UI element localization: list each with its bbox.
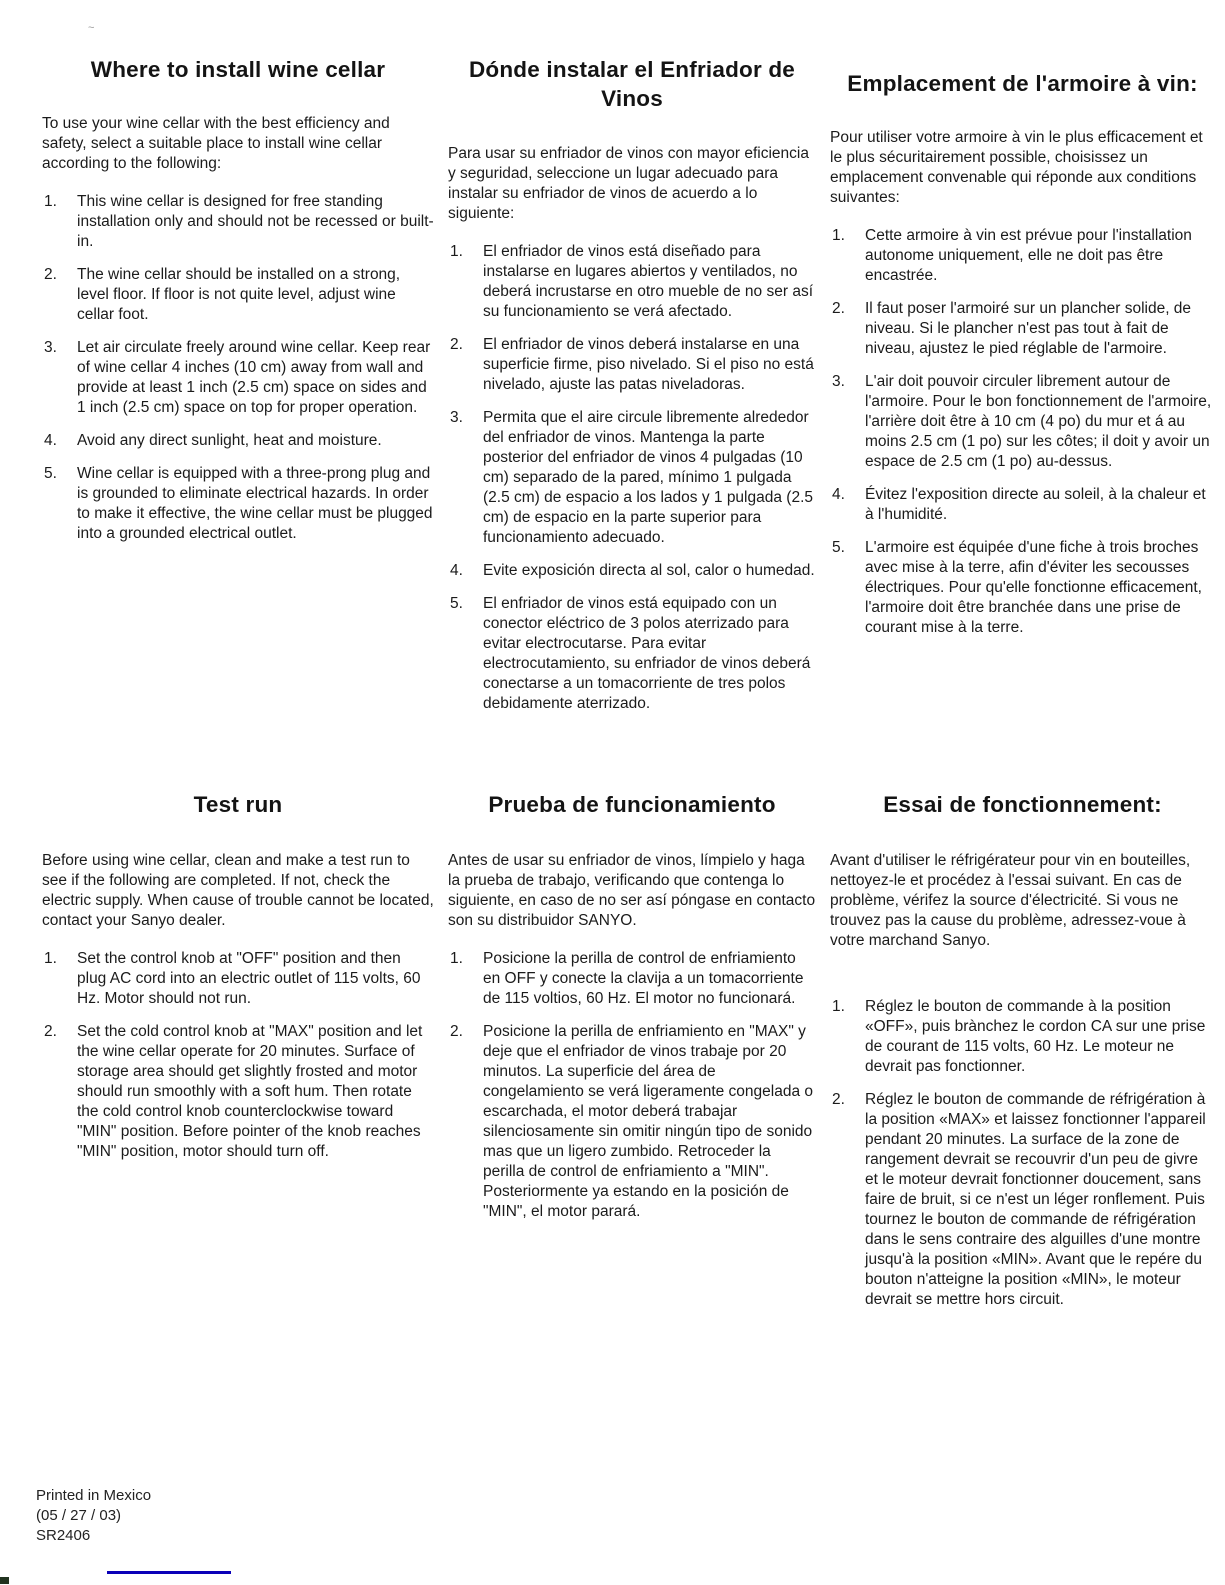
list-item-text: El enfriador de vinos está equipado con un conector eléctrico de 3 polos aterrizado para evitar electrocutarse. Para evitar electrocutamiento, su enfriador de vinos deberá conectarse a un tomacorriente de tres polos debidamente aterrizado. xyxy=(483,594,811,712)
list-item-number: 5. xyxy=(44,465,57,483)
install-section-en xyxy=(42,55,434,790)
list-item xyxy=(830,997,1215,1077)
test-section-en xyxy=(42,790,434,1323)
list-item-text: Évitez l'exposition directe au soleil, à la chaleur et à l'humidité. xyxy=(865,486,1206,524)
list-item xyxy=(448,949,816,1009)
test-intro-es: Antes de usar su enfriador de vinos, límpielo y haga la prueba de trabajo, verificando que contenga lo siguiente, en caso de no ser así póngase en contacto son su distribuidor SANYO. xyxy=(448,852,816,930)
list-item xyxy=(42,1022,434,1162)
list-item xyxy=(830,226,1215,286)
list-item-number: 1. xyxy=(450,242,463,260)
list-item-number: 2. xyxy=(832,300,845,318)
list-item-number: 3. xyxy=(832,373,845,391)
list-item xyxy=(448,335,816,395)
list-item-text: El enfriador de vinos deberá instalarse en una superficie firme, piso nivelado. Si el piso no está nivelado, ajuste las patas niveladoras. xyxy=(483,335,814,393)
list-item xyxy=(830,485,1215,525)
test-list-fr xyxy=(830,997,1215,1310)
list-item-text: Réglez le bouton de commande à la position «OFF», puis brànchez le cordon CA sur une prise de courant de 115 volts, 60 Hz. Le moteur ne devrait pas fonctionner. xyxy=(865,998,1206,1076)
list-item xyxy=(830,1090,1215,1310)
section-title-install-en: Where to install wine cellar xyxy=(90,57,386,82)
list-item-number: 2. xyxy=(44,1023,57,1041)
install-row xyxy=(0,0,1225,790)
list-item-number: 4. xyxy=(832,486,845,504)
list-item-text: Posicione la perilla de control de enfriamiento en OFF y conecte la clavija a un tomacorriente de 115 voltios, 60 Hz. El motor no funcionará. xyxy=(483,950,804,1008)
list-item xyxy=(42,949,434,1009)
list-item xyxy=(42,192,434,252)
scan-mark-top: ~ xyxy=(88,22,95,34)
list-item-text: Set the control knob at "OFF" position and then plug AC cord into an electric outlet of 115 volts, 60 Hz. Motor should not run. xyxy=(77,950,421,1008)
list-item-number: 1. xyxy=(832,227,845,245)
list-item-number: 1. xyxy=(450,950,463,968)
list-item-text: Cette armoire à vin est prévue pour l'installation autonome uniquement, elle ne doit pas être encastrée. xyxy=(865,227,1192,285)
footer-date: (05 / 27 / 03) xyxy=(36,1507,122,1524)
list-item xyxy=(448,242,816,322)
install-intro-en: To use your wine cellar with the best efficiency and safety, select a suitable place to install wine cellar according to the following: xyxy=(42,115,390,173)
list-item-text: Set the cold control knob at "MAX" position and let the wine cellar operate for 20 minutes. Surface of storage area should get slightly frosted and motor should run smoothly with a soft hum. Then rotate the cold control knob counterclockwise toward "MIN" position. Before pointer of the knob reaches "MIN" position, motor should turn off. xyxy=(77,1023,423,1161)
list-item xyxy=(448,408,816,548)
list-item xyxy=(830,372,1215,472)
list-item-number: 5. xyxy=(450,594,463,612)
scan-artifact-corner xyxy=(0,1577,9,1584)
list-item-text: Evite exposición directa al sol, calor o humedad. xyxy=(483,561,815,579)
test-section-fr xyxy=(830,790,1215,1323)
install-section-es xyxy=(448,55,816,790)
footer xyxy=(36,1486,151,1546)
install-list-en xyxy=(42,192,434,544)
list-item-number: 2. xyxy=(450,335,463,353)
list-item xyxy=(42,265,434,325)
list-item xyxy=(42,338,434,418)
list-item-number: 3. xyxy=(44,339,57,357)
list-item-text: Wine cellar is equipped with a three-prong plug and is grounded to eliminate electrical hazards. In order to make it effective, the wine cellar must be plugged into a grounded electrical outlet. xyxy=(77,465,433,543)
list-item xyxy=(830,299,1215,359)
list-item-text: L'armoire est équipée d'une fiche à trois broches avec mise à la terre, afin d'éviter les secousses électriques. Pour qu'elle fonctionne efficacement, l'armoire doit être branchée dans une prise de courant mise à la terre. xyxy=(865,539,1202,637)
footer-printed-in: Printed in Mexico xyxy=(36,1487,152,1504)
install-section-fr xyxy=(830,55,1215,790)
list-item-number: 4. xyxy=(44,432,57,450)
section-title-install-fr: Emplacement de l'armoire à vin: xyxy=(847,71,1198,96)
list-item-number: 1. xyxy=(44,950,57,968)
list-item-text: This wine cellar is designed for free standing installation only and should not be recessed or built-in. xyxy=(77,193,434,251)
list-item-text: Réglez le bouton de commande de réfrigération à la position «MAX» et laissez fonctionner l'appareil pendant 20 minutes. La surface de la zone de rangement devrait se recouvrir d'un peu de givre et le moteur devrait fonctionner doucement, sans faire de bruit, si ce n'est un léger ronflement. Puis tournez le bouton de commande de réfrigération dans le sens contraire des alguilles d'une montre jusqu'à la position «MIN». Avant que le repére du bouton n'atteigne la position «MIN», le moteur devrait se mettre hors circuit. xyxy=(865,1091,1206,1309)
list-item-number: 3. xyxy=(450,408,463,426)
section-title-test-es: Prueba de funcionamiento xyxy=(488,792,776,817)
test-list-es xyxy=(448,949,816,1222)
footer-model-number: SR2406 xyxy=(36,1527,91,1544)
list-item-number: 2. xyxy=(450,1023,463,1041)
list-item-text: Il faut poser l'armoiré sur un plancher solide, de niveau. Si le plancher n'est pas tout à fait de niveau, ajustez le pied réglable de l'armoire. xyxy=(865,300,1192,358)
list-item-text: Posicione la perilla de enfriamiento en "MAX" y deje que el enfriador de vinos trabaje por 20 minutos. La superficie del área de congelamiento se verá ligeramente congelada o escarchada, el motor deberá trabajar silenciosamente sin omitir ningún tipo de sonido mas que un ligero zumbido. Retroceder la perilla de control de enfriamiento a "MIN". Posteriormente ya estando en la posición de "MIN", el motor parará. xyxy=(483,1023,814,1221)
test-section-es xyxy=(448,790,816,1323)
list-item-text: Avoid any direct sunlight, heat and moisture. xyxy=(77,432,382,450)
install-intro-es: Para usar su enfriador de vinos con mayor eficiencia y seguridad, seleccione un lugar adecuado para instalar su enfriador de vinos de acuerdo a lo siguiente: xyxy=(448,144,809,222)
section-title-test-en: Test run xyxy=(193,792,283,817)
list-item-text: El enfriador de vinos está diseñado para instalarse en lugares abiertos y ventilados, no deberá incrustarse en otro mueble de no ser así su funcionamiento se verá afectado. xyxy=(483,242,813,320)
list-item xyxy=(448,561,816,581)
list-item-number: 4. xyxy=(450,561,463,579)
list-item xyxy=(830,538,1215,638)
section-title-install-es xyxy=(448,55,816,114)
install-list-es xyxy=(448,242,816,714)
test-intro-en: Before using wine cellar, clean and make a test run to see if the following are completed. If not, check the electric supply. When cause of trouble cannot be located, contact your Sanyo dealer. xyxy=(42,852,434,930)
list-item-text: The wine cellar should be installed on a strong, level floor. If floor is not quite level, adjust wine cellar foot. xyxy=(77,266,401,324)
list-item-number: 1. xyxy=(44,193,57,211)
list-item-text: Permita que el aire circule libremente alrededor del enfriador de vinos. Mantenga la parte posterior del enfriador de vinos 4 pulgadas (10 cm) separado de la pared, mínimo 1 pulgada (2.5 cm) de espacio a los lados y 1 pulgada (2.5 cm) de espacio en la parte superior para funcionamiento adecuado. xyxy=(483,408,813,546)
install-intro-fr: Pour utiliser votre armoire à vin le plus efficacement et le plus sécuritairement possible, choisissez un emplacement convenable qui réponde aux conditions suivantes: xyxy=(830,129,1203,207)
test-list-en xyxy=(42,949,434,1162)
test-row xyxy=(0,790,1225,1323)
list-item-number: 1. xyxy=(832,998,845,1016)
list-item-number: 2. xyxy=(832,1091,845,1109)
section-title-install-es-text: Dónde instalar el Enfriador de Vinos xyxy=(468,57,796,112)
test-intro-fr: Avant d'utiliser le réfrigérateur pour vin en bouteilles, nettoyez-le et procédez à l'essai suivant. En cas de problème, vérifez la source d'électricité. Si vous ne trouvez pas la cause du problème, adressez-voue à votre marchand Sanyo. xyxy=(830,852,1191,950)
list-item xyxy=(448,1022,816,1222)
list-item-text: L'air doit pouvoir circuler librement autour de l'armoire. Pour le bon fonctionnement de l'armoire, l'arrière doit être à 10 cm (4 po) du mur et á au moins 2.5 cm (1 po) sur les côtes; il doit y avoir un espace de 2.5 cm (1 po) au-dessus. xyxy=(865,373,1212,471)
list-item xyxy=(448,594,816,714)
install-list-fr xyxy=(830,226,1215,638)
blue-underline-rule xyxy=(107,1571,231,1574)
section-title-test-fr: Essai de fonctionnement: xyxy=(883,792,1162,817)
list-item xyxy=(42,464,434,544)
list-item-number: 2. xyxy=(44,266,57,284)
list-item-number: 5. xyxy=(832,539,845,557)
list-item-text: Let air circulate freely around wine cellar. Keep rear of wine cellar 4 inches (10 cm) away from wall and provide at least 1 inch (2.5 cm) space on sides and 1 inch (2.5 cm) space on top for proper operation. xyxy=(77,339,431,417)
list-item xyxy=(42,431,434,451)
